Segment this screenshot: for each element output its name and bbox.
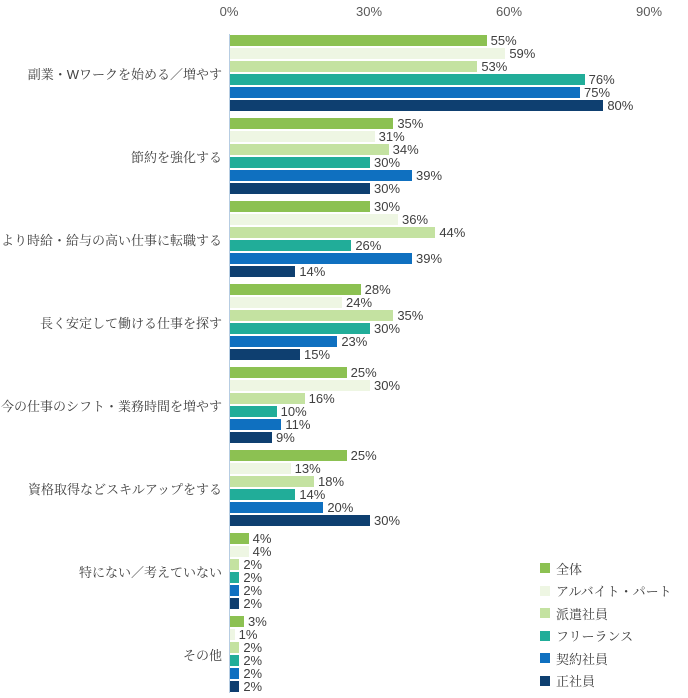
bar-value-label: 15% — [304, 347, 331, 362]
bar-row — [230, 73, 615, 86]
bar-value-label: 10% — [280, 404, 307, 419]
bar-value-label: 80% — [607, 98, 634, 113]
bar-value-label: 23% — [341, 334, 368, 349]
bar-row — [230, 680, 262, 693]
bar-value-label: 1% — [238, 627, 258, 642]
bar-value-label: 36% — [402, 212, 429, 227]
bar-row — [230, 226, 465, 239]
bar-row — [230, 335, 367, 348]
bar-value-label: 18% — [318, 474, 345, 489]
bar-value-label: 31% — [378, 129, 405, 144]
bar-value-label: 2% — [243, 653, 263, 668]
category-label: 節約を強化する — [130, 149, 222, 165]
bar-value-label: 44% — [439, 225, 466, 240]
bar-value-label: 35% — [397, 116, 424, 131]
legend-item — [540, 647, 672, 670]
bar-value-label: 25% — [350, 365, 377, 380]
bar-value-label: 14% — [299, 487, 326, 502]
bar-value-label: 2% — [243, 596, 263, 611]
bar-value-label: 30% — [374, 199, 401, 214]
bar-正社員 — [230, 100, 603, 111]
legend-swatch-icon — [540, 631, 550, 641]
bar-value-label: 2% — [243, 570, 263, 585]
bar-row — [230, 462, 321, 475]
category-label: 今の仕事のシフト・業務時間を増やす — [0, 398, 222, 414]
bar-フリーランス — [230, 74, 585, 85]
bar-全体 — [230, 533, 249, 544]
bar-value-label: 39% — [416, 168, 443, 183]
bar-全体 — [230, 450, 347, 461]
bar-全体 — [230, 35, 487, 46]
bar-契約社員 — [230, 585, 239, 596]
bar-value-label: 13% — [294, 461, 321, 476]
legend-swatch-icon — [540, 586, 550, 596]
bar-row — [230, 348, 330, 361]
bar-派遣社員 — [230, 227, 435, 238]
bar-全体 — [230, 284, 361, 295]
bar-アルバイト・パート — [230, 297, 342, 308]
bar-契約社員 — [230, 419, 281, 430]
bar-value-label: 14% — [299, 264, 326, 279]
legend-label: 派遣社員 — [556, 606, 609, 622]
bar-row — [230, 156, 400, 169]
bar-全体 — [230, 118, 393, 129]
bar-row — [230, 488, 325, 501]
bar-全体 — [230, 616, 244, 627]
bar-正社員 — [230, 183, 370, 194]
bar-正社員 — [230, 681, 239, 692]
bar-正社員 — [230, 266, 295, 277]
legend-item — [540, 580, 672, 603]
bar-派遣社員 — [230, 61, 477, 72]
bar-value-label: 75% — [584, 85, 611, 100]
bar-row — [230, 265, 325, 278]
bar-契約社員 — [230, 87, 580, 98]
category-label: より時給・給与の高い仕事に転職する — [0, 232, 222, 248]
bar-フリーランス — [230, 323, 370, 334]
bar-value-label: 2% — [243, 557, 263, 572]
bar-value-label: 30% — [374, 181, 401, 196]
bar-正社員 — [230, 598, 239, 609]
legend-swatch-icon — [540, 608, 550, 618]
bar-value-label: 9% — [276, 430, 295, 445]
legend-label: フリーランス — [556, 629, 634, 645]
bar-value-label: 55% — [490, 33, 517, 48]
bar-フリーランス — [230, 406, 277, 417]
bar-正社員 — [230, 349, 300, 360]
bar-row — [230, 597, 262, 610]
legend-label: 正社員 — [556, 674, 596, 690]
bar-value-label: 59% — [509, 46, 536, 61]
legend-item — [540, 625, 672, 648]
bar-value-label: 3% — [248, 614, 267, 629]
bar-アルバイト・パート — [230, 629, 235, 640]
bar-派遣社員 — [230, 144, 389, 155]
bar-派遣社員 — [230, 393, 305, 404]
bar-全体 — [230, 201, 370, 212]
bar-派遣社員 — [230, 642, 239, 653]
bar-value-label: 11% — [285, 417, 311, 432]
legend-label: アルバイト・パート — [556, 584, 672, 600]
bar-契約社員 — [230, 668, 239, 679]
bar-value-label: 4% — [252, 544, 272, 559]
x-tick: 60% — [495, 4, 523, 19]
bar-row — [230, 200, 400, 213]
bar-row — [230, 169, 442, 182]
bar-value-label: 24% — [346, 295, 373, 310]
bar-value-label: 4% — [252, 531, 272, 546]
category-label: 資格取得などスキルアップをする — [28, 481, 222, 497]
bar-value-label: 2% — [243, 666, 263, 681]
bar-row — [230, 366, 377, 379]
bar-フリーランス — [230, 572, 239, 583]
bar-row — [230, 34, 517, 47]
bar-契約社員 — [230, 170, 412, 181]
legend-swatch-icon — [540, 653, 550, 663]
category-labels — [0, 34, 222, 694]
legend-swatch-icon — [540, 676, 550, 686]
bar-アルバイト・パート — [230, 131, 375, 142]
bar-value-label: 16% — [308, 391, 335, 406]
x-tick: 30% — [355, 4, 383, 19]
bar-value-label: 20% — [327, 500, 354, 515]
category-label: 特にない／考えていない — [78, 564, 222, 580]
bar-row — [230, 182, 400, 195]
bar-value-label: 39% — [416, 251, 443, 266]
category-label: 長く安定して働ける仕事を探す — [39, 315, 222, 331]
legend-item — [540, 602, 672, 625]
bar-派遣社員 — [230, 310, 393, 321]
legend-item — [540, 557, 672, 580]
bar-value-label: 53% — [481, 59, 508, 74]
bar-契約社員 — [230, 336, 337, 347]
bar-契約社員 — [230, 502, 323, 513]
bar-row — [230, 213, 428, 226]
bar-row — [230, 239, 381, 252]
bar-value-label: 2% — [243, 583, 263, 598]
bar-value-label: 25% — [350, 448, 377, 463]
x-axis-ticks — [219, 4, 688, 22]
bar-value-label: 35% — [397, 308, 424, 323]
bar-value-label: 30% — [374, 378, 401, 393]
bar-アルバイト・パート — [230, 463, 291, 474]
bar-アルバイト・パート — [230, 214, 398, 225]
x-tick: 0% — [219, 4, 239, 19]
bar-アルバイト・パート — [230, 546, 249, 557]
legend-item — [540, 670, 672, 693]
bar-フリーランス — [230, 655, 239, 666]
bar-派遣社員 — [230, 559, 239, 570]
legend — [540, 557, 672, 692]
bar-アルバイト・パート — [230, 380, 370, 391]
bar-row — [230, 418, 310, 431]
bar-row — [230, 296, 372, 309]
x-tick: 90% — [635, 4, 663, 19]
bar-正社員 — [230, 515, 370, 526]
bar-value-label: 30% — [374, 513, 401, 528]
legend-label: 全体 — [556, 561, 583, 577]
category-label: その他 — [182, 647, 222, 663]
bar-row — [230, 431, 295, 444]
bar-value-label: 34% — [392, 142, 419, 157]
bar-row — [230, 86, 610, 99]
legend-swatch-icon — [540, 563, 550, 573]
bar-row — [230, 60, 507, 73]
bar-アルバイト・パート — [230, 48, 505, 59]
bar-row — [230, 99, 633, 112]
bar-フリーランス — [230, 489, 295, 500]
bar-value-label: 2% — [243, 640, 263, 655]
bar-value-label: 30% — [374, 155, 401, 170]
bar-value-label: 30% — [374, 321, 401, 336]
bar-row — [230, 475, 344, 488]
bar-row — [230, 501, 353, 514]
bar-全体 — [230, 367, 347, 378]
bar-value-label: 26% — [355, 238, 382, 253]
bar-row — [230, 514, 400, 527]
bar-正社員 — [230, 432, 272, 443]
category-label: 副業・Wワークを始める／増やす — [27, 66, 222, 82]
bar-row — [230, 252, 442, 265]
bar-row — [230, 130, 405, 143]
bar-row — [230, 322, 400, 335]
bar-value-label: 28% — [364, 282, 391, 297]
bar-派遣社員 — [230, 476, 314, 487]
bar-フリーランス — [230, 157, 370, 168]
bar-value-label: 2% — [243, 679, 263, 694]
bar-フリーランス — [230, 240, 351, 251]
bar-契約社員 — [230, 253, 412, 264]
bar-value-label: 76% — [588, 72, 615, 87]
legend-label: 契約社員 — [556, 651, 609, 667]
